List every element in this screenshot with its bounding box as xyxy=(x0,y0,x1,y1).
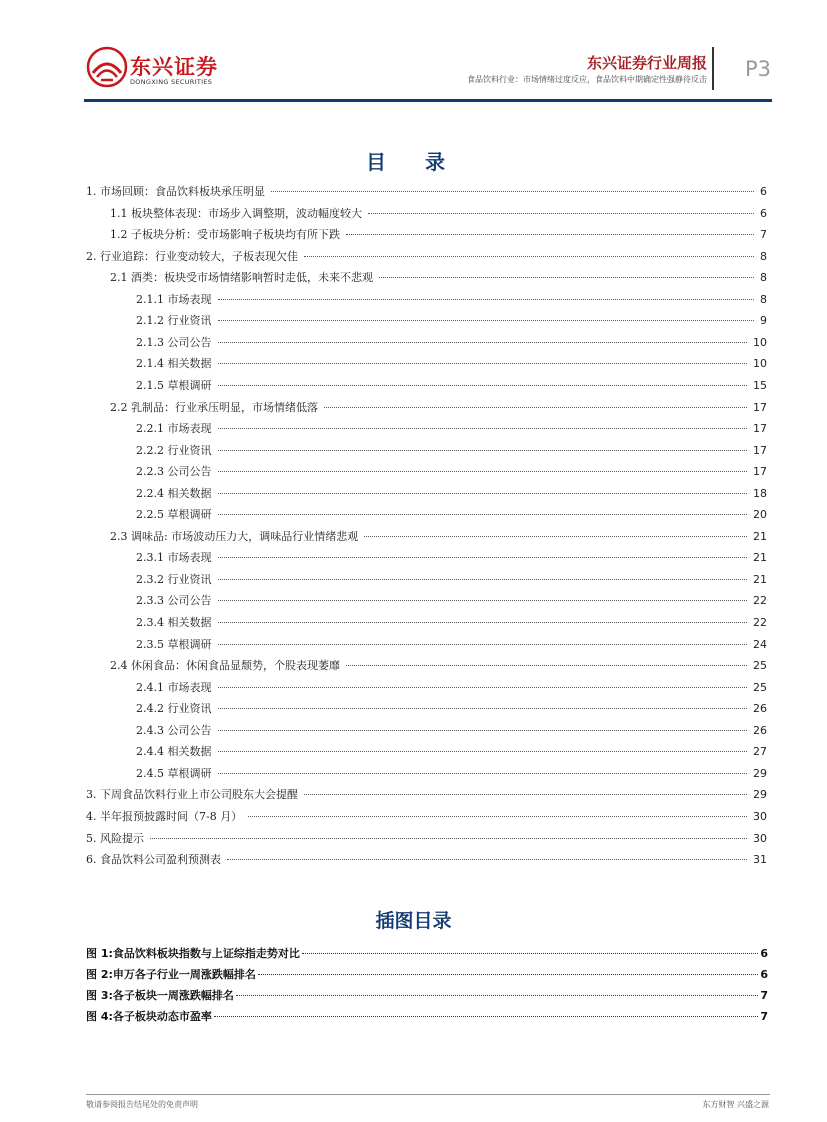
toc-entry-page: 8 xyxy=(760,249,767,263)
toc-entry-text: 2.4.4 相关数据 xyxy=(136,745,212,759)
toc-entry-text: 2.2.5 草根调研 xyxy=(136,508,212,522)
toc-leader-dots xyxy=(324,407,747,408)
toc-entry-text: 1.1 板块整体表现：市场步入调整期，波动幅度较大 xyxy=(110,206,362,220)
toc-entry[interactable] xyxy=(136,569,767,590)
toc-entry[interactable] xyxy=(136,504,767,525)
toc-leader-dots xyxy=(346,234,754,235)
logo-english-name: DONGXING SECURITIES xyxy=(130,78,213,86)
toc-entry[interactable] xyxy=(86,246,767,267)
figure-leader-dots xyxy=(236,995,758,996)
toc-leader-dots xyxy=(218,644,748,645)
toc-entry-page: 6 xyxy=(760,185,767,198)
toc-entry[interactable] xyxy=(110,267,767,288)
toc-leader-dots xyxy=(218,471,748,472)
dongxing-logo-icon xyxy=(86,46,128,88)
toc-entry-page: 25 xyxy=(753,659,767,673)
toc-leader-dots xyxy=(218,622,748,623)
figure-entry[interactable] xyxy=(86,964,768,985)
toc-entry-page: 7 xyxy=(760,228,767,242)
toc-entry[interactable] xyxy=(136,612,767,633)
toc-leader-dots xyxy=(248,816,747,817)
logo-chinese-name: 东兴证券 xyxy=(130,55,218,79)
toc-leader-dots xyxy=(304,794,747,795)
toc-entry-text: 2.4.3 公司公告 xyxy=(136,723,212,737)
toc-leader-dots xyxy=(218,730,748,731)
toc-entry-text: 2.3.1 市场表现 xyxy=(136,551,212,565)
toc-entry[interactable] xyxy=(136,353,767,374)
toc-entry-page: 22 xyxy=(753,616,767,629)
page-number: P3 xyxy=(745,57,772,81)
toc-entry[interactable] xyxy=(86,806,767,827)
figure-leader-dots xyxy=(302,953,758,954)
toc-entry[interactable] xyxy=(136,332,767,353)
toc-leader-dots xyxy=(218,385,748,386)
toc-entry[interactable] xyxy=(110,526,767,547)
toc-entry-page: 6 xyxy=(760,206,767,220)
toc-leader-dots xyxy=(368,213,754,214)
toc-entry-text: 1. 市场回顾：食品饮料板块承压明显 xyxy=(86,185,265,198)
toc-entry-page: 10 xyxy=(753,357,767,371)
figure-entry-text: 图 4:各子板块动态市盈率 xyxy=(86,1010,212,1023)
toc-leader-dots xyxy=(218,600,748,601)
toc-entry[interactable] xyxy=(110,203,767,224)
toc-leader-dots xyxy=(218,514,748,515)
toc-entry[interactable] xyxy=(110,655,767,676)
toc-entry-text: 2. 行业追踪：行业变动较大，子板表现欠佳 xyxy=(86,249,298,263)
toc-entry-page: 9 xyxy=(760,314,767,328)
toc-entry-page: 17 xyxy=(753,443,767,457)
toc-entry[interactable] xyxy=(136,547,767,568)
toc-leader-dots xyxy=(227,859,747,860)
toc-entry[interactable] xyxy=(86,784,767,805)
toc-entry[interactable] xyxy=(110,397,767,418)
toc-entry-page: 30 xyxy=(753,831,767,845)
toc-leader-dots xyxy=(218,493,748,494)
footer-disclaimer: 敬请参阅报告结尾处的免责声明 xyxy=(86,1100,198,1109)
toc-entry-page: 20 xyxy=(753,508,767,522)
toc-entry-page: 30 xyxy=(753,809,767,823)
toc-entry-text: 4. 半年报预披露时间（7-8 月） xyxy=(86,809,243,823)
toc-entry-text: 2.3 调味品: 市场波动压力大，调味品行业情绪悲观 xyxy=(110,529,359,543)
toc-leader-dots xyxy=(218,299,755,300)
toc-entry-text: 2.2.2 行业资讯 xyxy=(136,443,212,457)
toc-entry-text: 2.3.5 草根调研 xyxy=(136,637,212,651)
toc-entry-text: 2.1.5 草根调研 xyxy=(136,378,212,392)
toc-leader-dots xyxy=(218,687,748,688)
figure-list-title: 插图目录 xyxy=(375,910,452,932)
toc-leader-dots xyxy=(218,708,748,709)
toc-entry-text: 2.2.1 市场表现 xyxy=(136,422,212,436)
toc-leader-dots xyxy=(364,536,747,537)
toc-entry-text: 2.4.2 行业资讯 xyxy=(136,702,212,716)
header-rule xyxy=(84,99,772,102)
toc-entry-text: 2.2.4 相关数据 xyxy=(136,486,212,500)
toc-entry-page: 17 xyxy=(753,465,767,479)
toc-entry[interactable] xyxy=(136,720,767,741)
figure-entry[interactable] xyxy=(86,943,768,964)
toc-leader-dots xyxy=(218,450,748,451)
toc-entry-page: 17 xyxy=(753,400,767,414)
toc-leader-dots xyxy=(218,320,755,321)
toc-entry[interactable] xyxy=(136,375,767,396)
toc-entry[interactable] xyxy=(110,224,767,245)
toc-entry-page: 10 xyxy=(753,335,767,349)
toc-entry[interactable] xyxy=(136,763,767,784)
toc-leader-dots xyxy=(379,277,754,278)
page-header xyxy=(0,0,827,104)
toc-entry-page: 25 xyxy=(753,680,767,694)
company-logo xyxy=(86,46,216,90)
footer-slogan: 东方财智 兴盛之源 xyxy=(702,1100,769,1109)
toc-entry-page: 21 xyxy=(753,529,767,543)
toc-entry-page: 26 xyxy=(753,702,767,716)
toc-entry-text: 2.2 乳制品：行业承压明显，市场情绪低落 xyxy=(110,400,318,414)
figure-entry-page: 6 xyxy=(760,968,768,981)
toc-entry[interactable] xyxy=(86,828,767,849)
toc-entry[interactable] xyxy=(136,677,767,698)
figure-entry[interactable] xyxy=(86,985,768,1006)
toc-entry-page: 29 xyxy=(753,766,767,780)
figure-entry-page: 7 xyxy=(760,989,768,1002)
toc-leader-dots xyxy=(218,773,748,774)
figure-leader-dots xyxy=(258,974,758,975)
figure-entry-text: 图 3:各子板块一周涨跌幅排名 xyxy=(86,989,234,1002)
toc-entry-page: 17 xyxy=(753,422,767,436)
figure-entry-text: 图 1:食品饮料板块指数与上证综指走势对比 xyxy=(86,947,300,960)
toc-entry[interactable] xyxy=(136,310,767,331)
toc-entry-page: 24 xyxy=(753,637,767,651)
toc-leader-dots xyxy=(218,363,748,364)
toc-entry[interactable] xyxy=(136,634,767,655)
header-divider xyxy=(712,47,714,90)
toc-entry[interactable] xyxy=(136,741,767,762)
toc-leader-dots xyxy=(218,751,748,752)
toc-entry[interactable] xyxy=(136,483,767,504)
toc-entry-text: 2.1.1 市场表现 xyxy=(136,292,212,306)
toc-entry-text: 2.3.4 相关数据 xyxy=(136,616,212,629)
toc-entry-page: 8 xyxy=(760,292,767,306)
figure-entry-page: 6 xyxy=(760,947,768,960)
figure-entry[interactable] xyxy=(86,1006,768,1027)
toc-leader-dots xyxy=(271,191,754,192)
toc-entry[interactable] xyxy=(136,698,767,719)
figure-entry-text: 图 2:申万各子行业一周涨跌幅排名 xyxy=(86,968,256,981)
toc-leader-dots xyxy=(304,256,754,257)
toc-entry-text: 2.1.2 行业资讯 xyxy=(136,314,212,328)
toc-entry-page: 22 xyxy=(753,594,767,608)
toc-entry[interactable] xyxy=(136,289,767,310)
toc-entry-text: 2.4.5 草根调研 xyxy=(136,766,212,780)
report-title: 东兴证券行业周报 xyxy=(586,54,707,72)
toc-entry-text: 2.4.1 市场表现 xyxy=(136,680,212,694)
toc-entry[interactable] xyxy=(136,440,767,461)
toc-entry-page: 8 xyxy=(760,271,767,285)
toc-entry[interactable] xyxy=(136,461,767,482)
toc-entry-page: 15 xyxy=(753,378,767,392)
toc-entry-page: 21 xyxy=(753,572,767,586)
toc-entry-page: 21 xyxy=(753,551,767,565)
toc-entry-page: 31 xyxy=(753,853,767,867)
toc-leader-dots xyxy=(218,579,748,580)
toc-entry-page: 18 xyxy=(753,486,767,500)
figure-list xyxy=(86,943,768,1027)
toc-entry-text: 2.2.3 公司公告 xyxy=(136,465,212,479)
toc-entry-page: 26 xyxy=(753,723,767,737)
report-subtitle: 食品饮料行业：市场情绪过度反应，食品饮料中期确定性强静待反击 xyxy=(467,75,707,84)
toc-entry[interactable] xyxy=(86,849,767,870)
toc-entry-page: 27 xyxy=(753,745,767,759)
toc-entry-text: 3. 下周食品饮料行业上市公司股东大会提醒 xyxy=(86,788,298,802)
toc-entry-text: 2.4 休闲食品：休闲食品显颓势，个股表现萎靡 xyxy=(110,659,340,673)
toc-entry-text: 2.3.2 行业资讯 xyxy=(136,572,212,586)
toc-leader-dots xyxy=(218,557,748,558)
toc-entry-text: 2.3.3 公司公告 xyxy=(136,594,212,608)
toc-entry-page: 29 xyxy=(753,788,767,802)
toc-entry-text: 6. 食品饮料公司盈利预测表 xyxy=(86,853,221,867)
toc-title: 目 录 xyxy=(366,150,461,174)
toc-entry[interactable] xyxy=(136,418,767,439)
toc-entry-text: 2.1 酒类：板块受市场情绪影响暂时走低，未来不悲观 xyxy=(110,271,373,285)
toc-entry[interactable] xyxy=(136,590,767,611)
toc-leader-dots xyxy=(218,428,748,429)
toc-entry-text: 2.1.3 公司公告 xyxy=(136,335,212,349)
toc-entry-text: 1.2 子板块分析：受市场影响子板块均有所下跌 xyxy=(110,228,340,242)
toc-entry-text: 2.1.4 相关数据 xyxy=(136,357,212,371)
figure-leader-dots xyxy=(214,1016,758,1017)
toc-leader-dots xyxy=(218,342,748,343)
toc-entry-text: 5. 风险提示 xyxy=(86,831,144,845)
footer-rule xyxy=(86,1094,770,1095)
toc-entry[interactable] xyxy=(86,181,767,202)
toc-leader-dots xyxy=(150,838,747,839)
toc-leader-dots xyxy=(346,665,747,666)
figure-entry-page: 7 xyxy=(760,1010,768,1023)
